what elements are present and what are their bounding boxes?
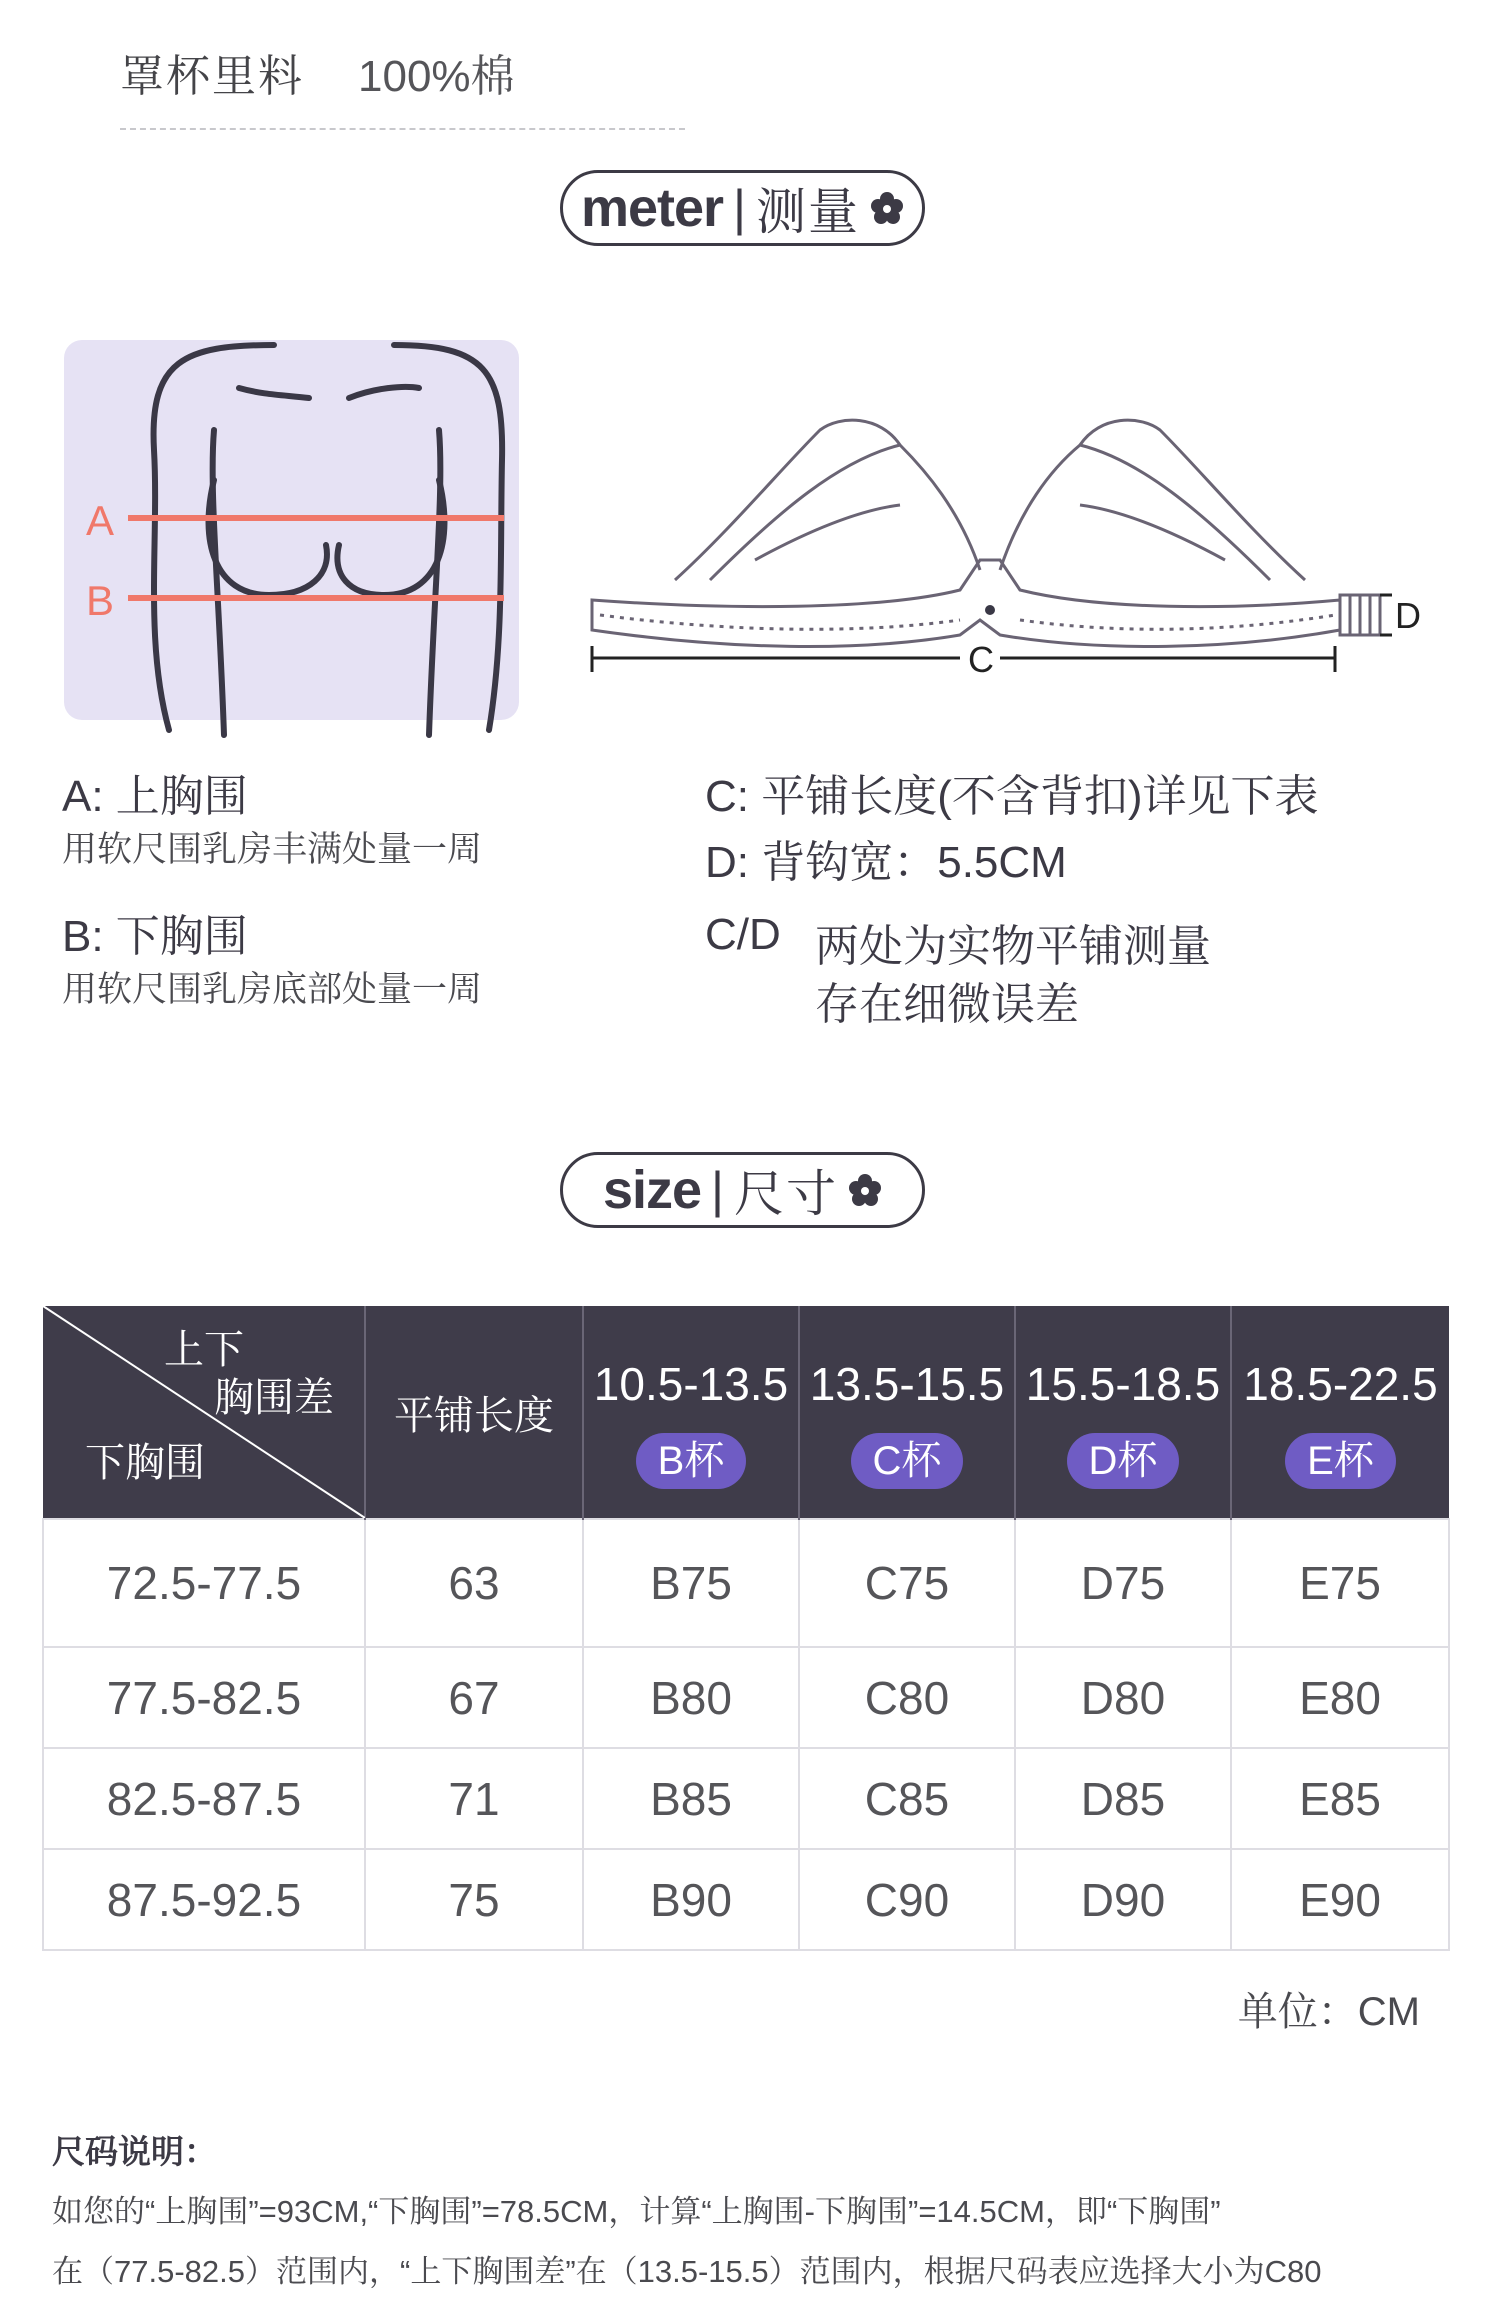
table-cell: B90 [583, 1849, 799, 1950]
table-cell: 82.5-87.5 [43, 1748, 365, 1849]
unit-label: 单位：CM [1237, 1990, 1420, 2034]
bra-measure-diagram [580, 410, 1440, 690]
cup-header-e [1231, 1306, 1449, 1519]
table-row [43, 1849, 1449, 1950]
label-d: D [1395, 595, 1421, 636]
fabric-value: 100%棉 [358, 52, 515, 101]
note-a-title: A: 上胸围 [62, 772, 248, 821]
note-c-title: C: 平铺长度(不含背扣)详见下表 [705, 772, 1319, 821]
meter-header-sep: | [733, 180, 747, 236]
cup-range: 15.5-18.5 [1025, 1358, 1221, 1410]
table-cell: B85 [583, 1748, 799, 1849]
table-cell: D90 [1015, 1849, 1231, 1950]
corner-bottom: 下胸围 [85, 1441, 205, 1485]
size-section-header [560, 1152, 925, 1228]
size-note-line1: 如您的“上胸围”=93CM,“下胸围”=78.5CM，计算“上胸围-下胸围”=14.5CM，即“下胸围” [52, 2194, 1221, 2229]
label-a: A [86, 497, 115, 544]
cup-header-c [799, 1306, 1015, 1519]
table-row [43, 1748, 1449, 1849]
divider [120, 128, 685, 130]
table-cell: B75 [583, 1519, 799, 1647]
size-note-line2: 在（77.5-82.5）范围内，“上下胸围差”在（13.5-15.5）范围内，根据尺码表应选择大小为C80 [52, 2254, 1322, 2289]
note-b-sub: 用软尺围乳房底部处量一周 [62, 970, 483, 1009]
table-cell: 63 [365, 1519, 583, 1647]
size-header-zh: 尺寸 [734, 1166, 839, 1222]
size-header-sep: | [711, 1162, 725, 1218]
table-cell: 75 [365, 1849, 583, 1950]
corner-header [43, 1306, 365, 1519]
table-cell: E75 [1231, 1519, 1449, 1647]
body-figure [64, 340, 519, 740]
table-cell: E90 [1231, 1849, 1449, 1950]
table-cell: D85 [1015, 1748, 1231, 1849]
meter-header-en: meter [580, 178, 724, 238]
cup-range: 18.5-22.5 [1243, 1358, 1438, 1410]
cup-header-b [583, 1306, 799, 1519]
corner-top1: 上下 [164, 1328, 244, 1372]
size-header-en: size [602, 1160, 702, 1220]
fabric-label: 罩杯里料 [120, 52, 304, 101]
table-cell: 87.5-92.5 [43, 1849, 365, 1950]
size-table-header [43, 1306, 1449, 1519]
table-cell: D75 [1015, 1519, 1231, 1647]
label-b: B [86, 577, 115, 624]
note-cd-prefix: C/D [705, 910, 781, 959]
cup-badge: D杯 [1067, 1433, 1180, 1489]
table-row [43, 1519, 1449, 1647]
label-c: C [968, 639, 994, 680]
meter-section-header [560, 170, 925, 246]
cup-header-d [1015, 1306, 1231, 1519]
note-cd-line2: 存在细微误差 [815, 980, 1079, 1029]
table-cell: 67 [365, 1647, 583, 1748]
table-row [43, 1647, 1449, 1748]
body-measure-diagram [64, 340, 519, 720]
note-d-title: D: 背钩宽：5.5CM [705, 838, 1067, 887]
flat-length-header: 平铺长度 [365, 1306, 583, 1519]
flower-icon [848, 1173, 882, 1207]
corner-top2: 胸围差 [214, 1376, 334, 1420]
cup-range: 13.5-15.5 [809, 1358, 1005, 1410]
table-cell: B80 [583, 1647, 799, 1748]
note-b-title: B: 下胸围 [62, 912, 248, 961]
meter-header-zh: 测量 [756, 184, 861, 240]
note-a-sub: 用软尺围乳房丰满处量一周 [62, 830, 483, 869]
size-table [42, 1306, 1450, 1951]
table-cell: E85 [1231, 1748, 1449, 1849]
table-cell: C85 [799, 1748, 1015, 1849]
table-cell: C90 [799, 1849, 1015, 1950]
cup-badge: C杯 [851, 1433, 964, 1489]
table-cell: E80 [1231, 1647, 1449, 1748]
table-cell: D80 [1015, 1647, 1231, 1748]
cup-badge: E杯 [1285, 1433, 1396, 1489]
table-cell: 72.5-77.5 [43, 1519, 365, 1647]
table-cell: 77.5-82.5 [43, 1647, 365, 1748]
table-cell: 71 [365, 1748, 583, 1849]
table-cell: C75 [799, 1519, 1015, 1647]
size-note-title: 尺码说明： [52, 2133, 217, 2170]
flower-icon [870, 191, 904, 225]
table-cell: C80 [799, 1647, 1015, 1748]
cup-badge: B杯 [636, 1433, 747, 1489]
bra-figure [580, 410, 1440, 690]
note-cd-line1: 两处为实物平铺测量 [815, 922, 1211, 971]
cup-range: 10.5-13.5 [593, 1358, 789, 1410]
